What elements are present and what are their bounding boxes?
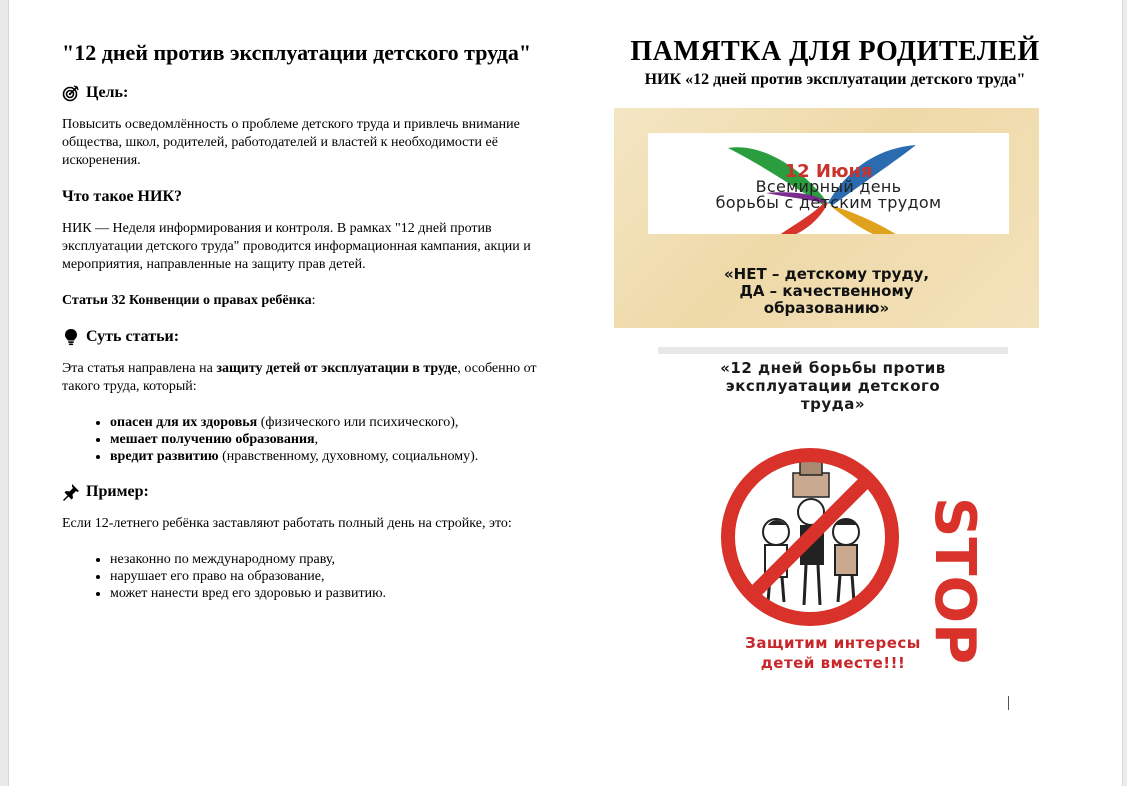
text-cursor xyxy=(1008,696,1009,710)
poster-caption-line: детей вместе!!! xyxy=(760,654,906,672)
article-title: Статьи 32 Конвенции о правах ребёнка xyxy=(62,293,312,308)
list-item: • нарушает его право на образование, xyxy=(110,568,572,585)
example-heading-label: Пример: xyxy=(86,483,149,500)
nik-text: НИК — Неделя информирования и контроля. В рамках "12 дней против эксплуатации детского труда" проводится информационная кампания, акции и мероприятия, направленные на защиту прав детей. xyxy=(62,221,531,272)
list-item-bold: вредит развитию xyxy=(110,449,219,464)
page-edge-left xyxy=(0,0,9,786)
lightbulb-icon xyxy=(62,328,80,346)
target-icon xyxy=(62,84,80,102)
goal-heading xyxy=(62,84,572,102)
example-text: Если 12-летнего ребёнка заставляют работать полный день на стройке, это: xyxy=(62,516,512,531)
list-item xyxy=(110,448,572,465)
nik-heading-label: Что такое НИК? xyxy=(62,188,183,205)
list-item-bold: мешает получению образования xyxy=(110,432,315,447)
essence-heading-label: Суть статьи: xyxy=(86,328,180,345)
essence-intro-pre: Эта статья направлена на xyxy=(62,361,217,376)
pushpin-icon xyxy=(62,483,80,501)
list-item-rest: (физического или психического), xyxy=(257,415,459,430)
motto-line: ДА – качественному xyxy=(739,282,914,300)
page-edge-right xyxy=(1122,0,1127,786)
list-item xyxy=(110,414,572,431)
document-title: "12 дней против эксплуатации детского труда" xyxy=(62,40,532,65)
poster-motto xyxy=(614,266,1039,317)
essence-intro-bold: защиту детей от эксплуатации в труде xyxy=(216,361,458,376)
poster-stop-child-labour xyxy=(658,347,1008,697)
list-item-bold: опасен для их здоровья xyxy=(110,415,258,430)
poster-line-2: борьбы с детским трудом xyxy=(715,193,942,212)
example-list xyxy=(62,551,572,602)
goal-text: Повысить осведомлённость о проблеме детского труда и привлечь внимание общества, школ, родителей, работодателей и властей к необходимости её искоренения. xyxy=(62,117,520,168)
poster-heading-line: «12 дней борьбы против xyxy=(720,359,946,377)
motto-line: «НЕТ – детскому труду, xyxy=(723,265,930,283)
list-item xyxy=(110,431,572,448)
left-column xyxy=(62,40,572,620)
poster-caption xyxy=(688,633,978,673)
nik-heading xyxy=(62,188,572,206)
poster-heading-line: труда» xyxy=(800,395,866,413)
list-item: • может нанести вред его здоровью и развитию. xyxy=(110,585,572,602)
poster-caption-line: Защитим интересы xyxy=(745,634,921,652)
poster-line-1: Всемирный день xyxy=(755,177,902,196)
essence-intro xyxy=(62,360,572,396)
essence-list xyxy=(62,414,572,465)
list-item-rest: (нравственному, духовному, социальному). xyxy=(218,449,479,464)
essence-heading xyxy=(62,328,572,346)
poster-world-day xyxy=(614,108,1039,328)
poster-heading-line: эксплуатации детского xyxy=(725,377,941,395)
motto-line: образованию» xyxy=(763,299,890,317)
example-heading xyxy=(62,483,572,501)
article-line xyxy=(62,292,572,310)
poster-date: 12 Июня xyxy=(784,161,873,182)
right-column xyxy=(585,36,1085,90)
goal-heading-label: Цель: xyxy=(86,84,129,101)
list-item: • незаконно по международному праву, xyxy=(110,551,572,568)
stop-word: STOP xyxy=(922,497,987,665)
list-item-rest: , xyxy=(314,432,319,447)
leaflet-title: ПАМЯТКА ДЛЯ РОДИТЕЛЕЙ xyxy=(630,36,1040,67)
leaflet-subtitle: НИК «12 дней против эксплуатации детского труда" xyxy=(644,71,1026,88)
article-colon: : xyxy=(311,293,316,308)
essence-intro-post: , особенно от такого труда, который: xyxy=(62,361,537,394)
poster-banner xyxy=(648,133,1009,234)
